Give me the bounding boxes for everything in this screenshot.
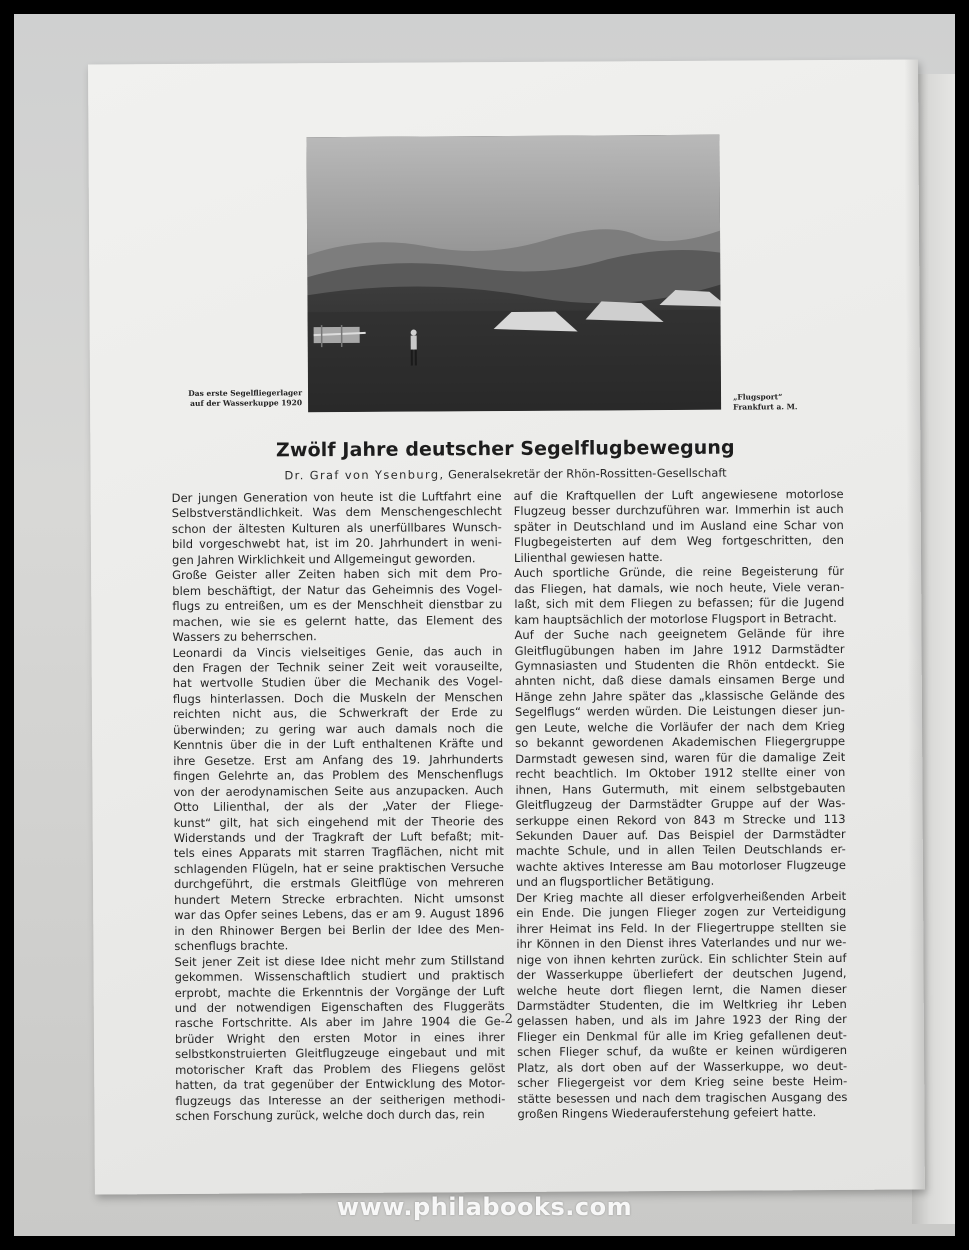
text-line: Leonardi da Vincis vielseitiges Genie, das auch in (172, 643, 503, 660)
watermark: www.philabooks.com (336, 1193, 633, 1221)
text-line: so bekannt gewordenen Akademischen Fliegergruppe (515, 734, 846, 751)
text-line: laßt, sich mit dem Fliegen zu befassen; für die Jugend (514, 595, 845, 612)
byline-author: Dr. Graf von Ysenburg, (284, 467, 445, 483)
text-line: erprobt, machte die Erkenntnis der Vorgänge der Luft (174, 983, 505, 1000)
text-line: kam hauptsächlich der motorlose Flugsport in Betracht. (514, 610, 837, 627)
text-line: blem beschäftigt, der Natur das Geheimnis des Vogel- (172, 581, 503, 598)
text-line: und an flugsportlicher Betätigung. (515, 874, 715, 890)
text-line: Der Krieg machte all dieser erfolgverheißenden Arbeit (516, 888, 847, 905)
text-line: großen Ringens Wiederauferstehung gefeiert hatte. (517, 1105, 817, 1122)
text-line: gen Jahren Wirklichkeit und Allgemeingut geworden. (171, 550, 476, 567)
text-line: flugzeugs das Interesse an der seitherigen methodi- (175, 1091, 506, 1108)
text-line: Selbstverständlichkeit. Was dem Menschengeschlecht (171, 504, 502, 521)
text-line: gelassen haben, und als im Jahre 1923 der Ring der (516, 1012, 847, 1029)
text-line: Flieger ein Denkmal für alle im Krieg gefallenen deut- (516, 1027, 847, 1044)
text-line: flugs hinterlassen. Doch die Muskeln der Menschen (172, 689, 503, 706)
text-line: rasche Fortschritte. Als aber im Jahre 1904 die Ge- (174, 1014, 505, 1031)
text-line: Lilienthal gewiesen hatte. (513, 549, 663, 565)
text-line: motorischer Kraft das Problem des Fliegens gelöst (175, 1060, 506, 1077)
article-column-right (514, 487, 848, 1123)
text-line: Platz, als dort oben auf der Wasserkuppe, wo deut- (517, 1058, 848, 1075)
text-line: Der jungen Generation von heute ist die Luftfahrt eine (171, 489, 502, 506)
text-line: Darmstädter Studenten, die im Weltkrieg ihr Leben (516, 996, 847, 1013)
article-byline (90, 464, 920, 483)
text-line: kunst“ gilt, hat sich eingehend mit der Theorie des (173, 813, 504, 830)
text-line: ihr Können in den Dienst ihres Vaterlandes und nur we- (516, 935, 847, 952)
text-line: scher Fliegergeist vor dem Krieg seine beste Heim- (517, 1074, 848, 1091)
text-line: von der aerodynamischen Seite aus anzupacken. Auch (173, 782, 504, 799)
text-line: schen Flieger schuf, da wußte er keinen würdigeren (517, 1043, 848, 1060)
text-line: serkuppe einen Rekord von 843 m Strecke und 113 (515, 811, 846, 828)
text-line: das Fliegen, hat damals, wie noch heute, Viele veran- (514, 579, 845, 596)
text-line: Große Geister aller Zeiten haben sich mit dem Pro- (172, 566, 503, 583)
text-line: später in Deutschland und im Ausland eine Schar von (513, 517, 844, 534)
text-line: hatten, da trat gegenüber der Entwicklung des Motor- (175, 1076, 506, 1093)
text-line: Flugbegeisterten auf dem Weg fortgeschritten, den (513, 533, 844, 550)
text-line: Auf der Suche nach geeignetem Gelände für ihre (514, 626, 845, 643)
credit-line: Frankfurt a. M. (733, 402, 798, 412)
text-line: schen Forschung zurück, welche doch durch das, rein (175, 1107, 485, 1124)
text-line: hundert Metern Strecke erbrachten. Nicht umsonst (174, 890, 505, 907)
text-line: recht beachtlich. Im Oktober 1912 stellte einer von (515, 765, 846, 782)
text-line: gekommen. Wissenschaftlich studiert und praktisch (174, 968, 505, 985)
text-line: ahnten nicht, daß diese damals einsamen Berge und (514, 672, 845, 689)
text-line: hat wertvolle Studien über die Mechanik des Vogel- (172, 674, 503, 691)
glider-camp-photo (306, 135, 721, 413)
text-line: Gleitflugzeug der Darmstädter Gruppe auf der Was- (515, 795, 846, 812)
text-line: gen Leute, welche die Vorläufer der nach dem Krieg (515, 718, 846, 735)
text-line: Segelflugs“ werden würden. Die Leistungen dieser jun- (514, 703, 846, 720)
text-line: Hänge zehn Jahre später das „klassische Gelände des (514, 687, 845, 704)
text-line: ihnen, Hans Gutermuth, mit einem selbstgebauten (515, 780, 846, 797)
text-line: Sekunden Dauer auf. Das Beispiel der Darmstädter (515, 826, 846, 843)
text-line: fingen Gelehrte an, das Problem des Menschenflugs (173, 767, 504, 784)
text-line: flugs zu entreißen, um es der Menschheit dienstbar zu (172, 597, 503, 614)
text-line: Gleitflugübungen haben im Jahre 1912 Darmstädter (514, 641, 845, 658)
text-line: Auch sportliche Gründe, die reine Begeisterung für (514, 564, 845, 581)
text-line: reichten nicht aus, die Schwerkraft der Erde zu (172, 705, 504, 722)
text-line: der Wasserkuppe überliefert der deutschen Jugend, (516, 965, 847, 982)
photo-credit (733, 392, 843, 413)
text-line: wachte aktives Interesse am Bau motorloser Flugzeuge (515, 857, 846, 874)
text-line: bild vorgeschwebt hat, ist im 20. Jahrhundert in weni- (171, 535, 502, 552)
text-line: schenflugs brachte. (174, 938, 289, 954)
text-line: tels eines Apparats mit starren Tragflächen, nicht mit (173, 844, 504, 861)
text-line: Darmstadt gewesen sind, waren für die damalige Zeit (515, 749, 846, 766)
text-line: welche heute dort fliegen lernt, die Namen dieser (516, 981, 847, 998)
text-line: auf die Kraftquellen der Luft angewiesene motorlose (513, 486, 844, 503)
text-line: ihrer Heimat ins Feld. In der Fliegertruppe stellten sie (516, 919, 847, 936)
photo-caption-left (174, 388, 302, 409)
text-line: selbstkonstruierten Gleitflugzeuge eingebaut und mit (175, 1045, 506, 1062)
article-column-left (172, 489, 506, 1125)
caption-line: Das erste Segelfliegerlager (188, 388, 303, 398)
text-line: Widerstands und der Tragkraft der Luft befaßt; mit- (173, 828, 504, 845)
text-line: Gymnasiasten und Studenten die Rhön entdeckt. Sie (514, 656, 845, 673)
text-line: den Fragen der Technik seiner Zeit weit vorauseilte, (172, 658, 503, 676)
text-line: machte Schule, und in allen Teilen Deutschlands er- (515, 842, 846, 859)
text-line: schon der ältesten Kulturen als unerfüllbares Wunsch- (171, 519, 502, 536)
text-line: ihre Gesetze. Erst am Anfang des 19. Jahrhunderts (173, 751, 504, 768)
text-line: und der notwendigen Eigenschaften des Fluggeräts (174, 998, 505, 1015)
text-line: brüder Wright den ersten Motor in eines ihrer (174, 1029, 505, 1046)
text-line: in den Rhinower Bergen bei Berlin der Idee des Men- (174, 921, 505, 938)
text-line: Flugzeug besser durchzuführen war. Immerhin ist auch (513, 502, 844, 519)
credit-line: „Flugsport“ (733, 392, 783, 402)
text-line: durchgeführt, die erstmals Gleitflüge von mehreren (173, 875, 505, 892)
text-line: schlagenden Flügeln, hat er seine praktischen Versuche (173, 859, 504, 876)
text-line: Kenntnis über die in der Luft enthaltenen Kräfte und (173, 736, 504, 753)
byline-role: Generalsekretär der Rhön-Rossitten-Gesellschaft (448, 465, 727, 482)
page-number: 2 (504, 1011, 514, 1028)
text-line: nige von ihnen kehrten zurück. Ein schlichter Stein auf (516, 950, 847, 967)
text-line: stätte besessen und nach dem tragischen Ausgang des (517, 1089, 848, 1106)
text-line: Seit jener Zeit ist diese Idee nicht mehr zum Stillstand (174, 952, 505, 969)
text-line: ein Ende. Die jungen Flieger zogen zur Verteidigung (516, 904, 847, 921)
text-line: machen, wie sie es gelernt hatte, das Element des (172, 612, 503, 629)
article-title: Zwölf Jahre deutscher Segelflugbewegung (275, 436, 735, 462)
text-line: war das Opfer seines Lebens, das er am 9. August 1896 (174, 906, 505, 923)
magazine-page (88, 59, 925, 1194)
text-line: überwinden; zu gering war auch damals noch die (173, 720, 504, 737)
text-line: Wassers zu beherrschen. (172, 629, 317, 645)
caption-line: auf der Wasserkuppe 1920 (190, 398, 303, 408)
text-line: Otto Lilienthal, der als der „Vater der Fliege- (173, 798, 504, 815)
